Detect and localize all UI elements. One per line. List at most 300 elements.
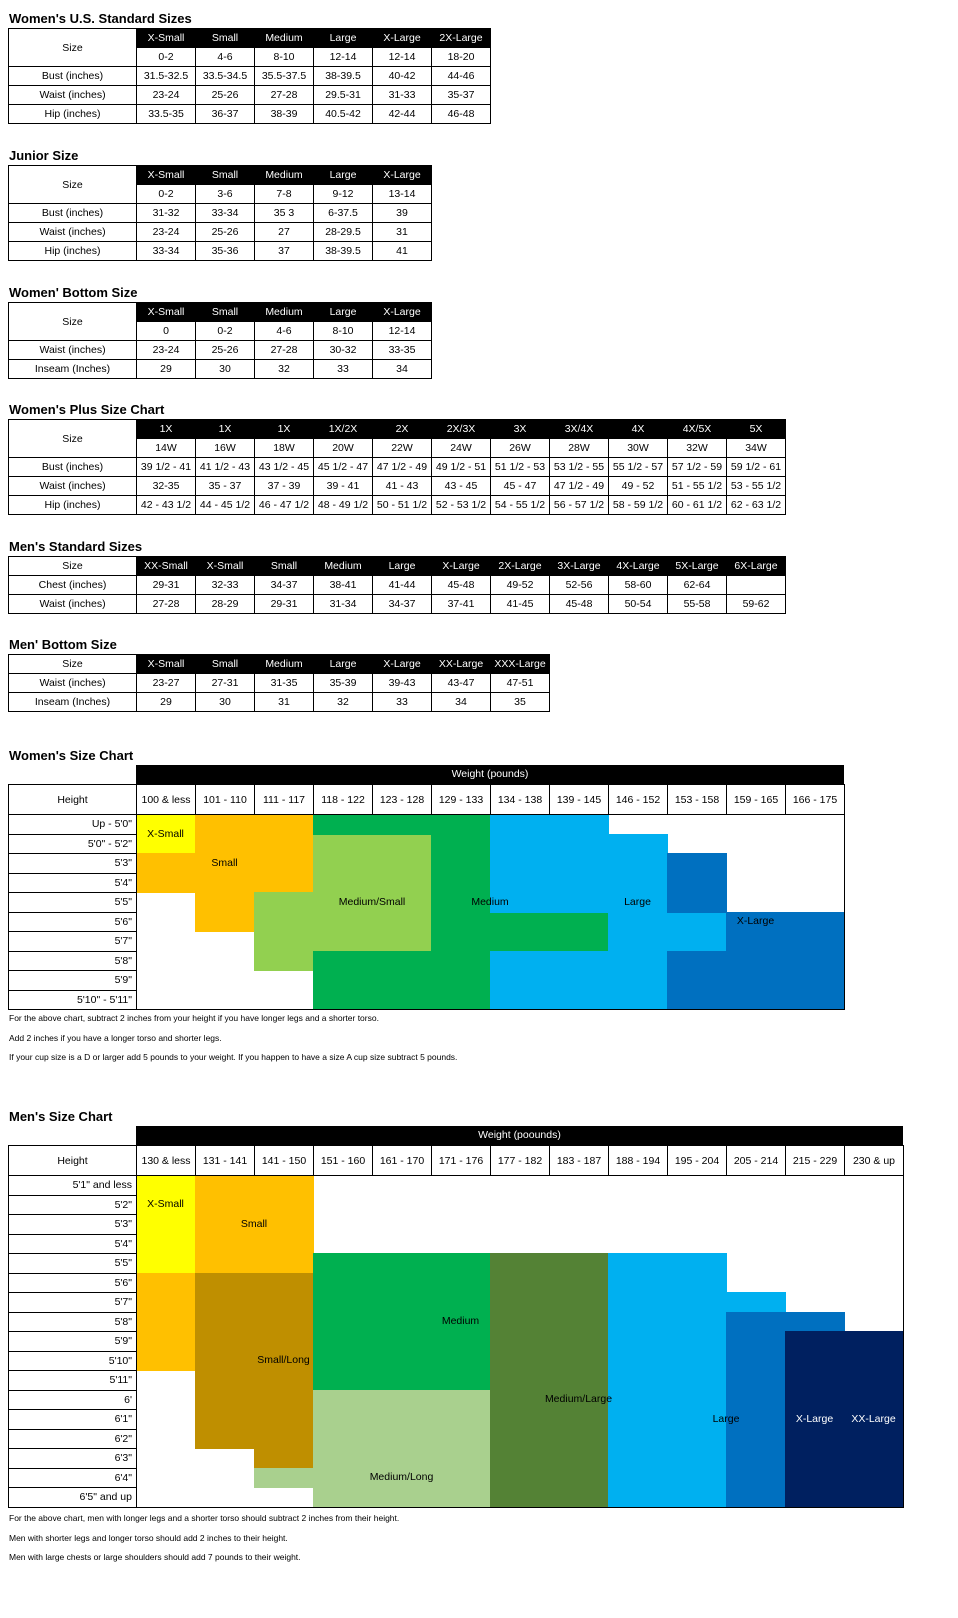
height-row-label: 5'8" [8,951,137,972]
height-header: Height [8,784,137,815]
size-number-header: 34W [727,439,786,458]
size-name-header: Large [314,655,373,674]
size-number-header: 0-2 [196,322,255,341]
weight-column-header: 139 - 145 [549,784,609,815]
size-header-row [9,655,550,674]
measure-value: 35 - 37 [196,477,255,496]
measure-value: 32-33 [196,576,255,595]
size-header-row [9,166,432,185]
weight-column-header: 129 - 133 [431,784,491,815]
height-row-label: 5'3" [8,1214,137,1235]
weight-column-header: 177 - 182 [490,1145,550,1176]
measure-value: 39 - 41 [314,477,373,496]
weight-column-header: 159 - 165 [726,784,786,815]
size-number-header: 12-14 [373,322,432,341]
measure-value: 45 1/2 - 47 [314,458,373,477]
weight-column-header: 171 - 176 [431,1145,491,1176]
size-region-large [608,834,668,952]
measure-value: 30 [196,360,255,379]
height-row-label: 6'2" [8,1429,137,1450]
measure-value: 30 [196,693,255,712]
size-number-header: 18-20 [432,48,491,67]
measure-row [9,242,432,261]
men-chart-notes [9,1509,399,1568]
size-name-header: XX-Large [432,655,491,674]
height-row-label: 5'10" [8,1351,137,1372]
height-row-label: 5'4" [8,873,137,894]
measure-value: 42-44 [373,105,432,124]
size-number-header: 14W [137,439,196,458]
size-region-large [667,912,727,952]
size-name-header: X-Small [137,166,196,185]
size-number-header: 32W [668,439,727,458]
weight-column-header: 183 - 187 [549,1145,609,1176]
measure-value: 38-41 [314,576,373,595]
size-number-header: 28W [550,439,609,458]
height-row-label: 5'9" [8,1331,137,1352]
size-name-header: 1X [196,420,255,439]
measure-value: 31-34 [314,595,373,614]
men-bottom-size-table [8,654,550,712]
women-plus-size-table [8,419,786,515]
weight-column-header: 153 - 158 [667,784,727,815]
size-corner-label: Size [9,557,137,576]
size-region-label: Medium/Small [338,895,406,908]
measure-value: 59-62 [727,595,786,614]
measure-label: Waist (inches) [9,223,137,242]
measure-value: 27-28 [255,86,314,105]
measure-value: 23-24 [137,223,196,242]
size-number-header: 18W [255,439,314,458]
size-name-header: Large [314,29,373,48]
measure-value: 38-39 [255,105,314,124]
size-region-medsmall [313,814,432,952]
size-name-header: 3X/4X [550,420,609,439]
weight-column-header: 111 - 117 [254,784,314,815]
size-region-xlarge [667,951,727,1011]
measure-value: 31 [255,693,314,712]
height-row-label: 6'4" [8,1468,137,1489]
measure-value: 25-26 [196,86,255,105]
measure-row [9,458,786,477]
measure-value: 55 1/2 - 57 [609,458,668,477]
measure-label: Inseam (Inches) [9,693,137,712]
measure-value: 27-31 [196,674,255,693]
measure-value: 52 - 53 1/2 [432,496,491,515]
measure-value: 41-45 [491,595,550,614]
weight-column-header: 166 - 175 [785,784,845,815]
size-region-xlarge [667,853,727,913]
weight-column-header: 123 - 128 [372,784,432,815]
height-row-label: 6'1" [8,1409,137,1430]
measure-value: 31 [373,223,432,242]
height-row-label: 5'9" [8,970,137,991]
measure-value: 23-24 [137,341,196,360]
size-region-label: Small [211,856,238,869]
size-name-header: XX-Small [137,557,196,576]
measure-value: 46-48 [432,105,491,124]
measure-value: 29.5-31 [314,86,373,105]
size-name-header: Small [196,166,255,185]
size-number-header: 20W [314,439,373,458]
junior-title: Junior Size [9,148,79,163]
measure-value: 37 - 39 [255,477,314,496]
weight-header: Weight (pounds) [136,765,844,784]
measure-value: 29 [137,693,196,712]
height-row-label: 5'8" [8,1312,137,1333]
weight-column-header: 141 - 150 [254,1145,314,1176]
size-name-header: Medium [255,655,314,674]
men-size-chart [8,1126,903,1507]
men-chart-title: Men's Size Chart [9,1109,113,1124]
size-region-medlong [254,1468,314,1489]
measure-value: 27-28 [137,595,196,614]
size-region-label: Small/Long [257,1354,310,1367]
measure-row [9,674,550,693]
measure-value: 31.5-32.5 [137,67,196,86]
size-number-header: 24W [432,439,491,458]
measure-value: 35 [491,693,550,712]
measure-value: 49-52 [491,576,550,595]
measure-value: 29-31 [137,576,196,595]
women-bottom-size-table [8,302,432,379]
measure-value: 28-29 [196,595,255,614]
size-name-header: Small [255,557,314,576]
measure-value: 48 - 49 1/2 [314,496,373,515]
measure-value: 34 [432,693,491,712]
size-name-header: 1X/2X [314,420,373,439]
size-region-label: Large [712,1412,740,1425]
measure-label: Inseam (Inches) [9,360,137,379]
size-name-header: 4X/5X [668,420,727,439]
height-row-label: 6'5" and up [8,1487,137,1508]
measure-row [9,67,491,86]
measure-value: 34-37 [255,576,314,595]
measure-value: 62-64 [668,576,727,595]
size-name-header: Small [196,303,255,322]
measure-value: 31-32 [137,204,196,223]
height-row-label: 6' [8,1390,137,1411]
size-name-header: X-Large [432,557,491,576]
measure-value: 36-37 [196,105,255,124]
size-region-medium [549,912,609,952]
size-name-header: 1X [255,420,314,439]
chart-note: Add 2 inches if you have a longer torso and shorter legs. [9,1032,222,1043]
size-number-header: 0-2 [137,48,196,67]
junior-size-table [8,165,432,261]
measure-value: 30-32 [314,341,373,360]
size-name-header: Medium [255,29,314,48]
measure-value: 34-37 [373,595,432,614]
height-row-label: 5'5" [8,1253,137,1274]
women-bottom-title: Women' Bottom Size [9,285,138,300]
size-number-header: 22W [373,439,432,458]
measure-value: 28-29.5 [314,223,373,242]
measure-value: 37 [255,242,314,261]
measure-row [9,576,786,595]
measure-value: 33-34 [196,204,255,223]
measure-value: 39-43 [373,674,432,693]
measure-value: 40-42 [373,67,432,86]
size-region-medlarge [490,1253,609,1508]
measure-value: 52-56 [550,576,609,595]
measure-row [9,477,786,496]
weight-column-header: 130 & less [136,1145,196,1176]
size-name-header: 3X-Large [550,557,609,576]
measure-row [9,223,432,242]
measure-label: Hip (inches) [9,105,137,124]
size-number-header: 12-14 [373,48,432,67]
measure-value: 49 1/2 - 51 [432,458,491,477]
measure-row [9,86,491,105]
size-header-row [9,420,786,439]
size-name-header: 3X [491,420,550,439]
size-name-header: X-Large [373,303,432,322]
size-name-header: Medium [255,303,314,322]
chart-note: If your cup size is a D or larger add 5 pounds to your weight. If you happen to have a size A cup size subtract 5 pounds. [9,1052,458,1062]
size-name-header: 1X [137,420,196,439]
measure-value: 45 - 47 [491,477,550,496]
weight-column-header: 151 - 160 [313,1145,373,1176]
size-number-header: 7-8 [255,185,314,204]
measure-value [727,576,786,595]
size-name-header: X-Large [373,29,432,48]
measure-value: 51 - 55 1/2 [668,477,727,496]
measure-value: 43 - 45 [432,477,491,496]
weight-header: Weight (poounds) [136,1126,903,1145]
measure-row [9,693,550,712]
men-bottom-title: Men' Bottom Size [9,637,117,652]
measure-value: 31-35 [255,674,314,693]
size-number-header: 4-6 [196,48,255,67]
men-std-title: Men's Standard Sizes [9,539,143,554]
size-name-header: X-Small [137,303,196,322]
measure-value: 47 1/2 - 49 [550,477,609,496]
women-us-size-table [8,28,491,124]
size-name-header: 6X-Large [727,557,786,576]
size-number-header: 8-10 [255,48,314,67]
measure-value: 41 1/2 - 43 [196,458,255,477]
size-corner-label: Size [9,29,137,67]
size-number-header: 16W [196,439,255,458]
size-number-header: 3-6 [196,185,255,204]
measure-label: Bust (inches) [9,204,137,223]
height-row-label: 6'3" [8,1448,137,1469]
weight-column-header: 205 - 214 [726,1145,786,1176]
size-number-header: 0-2 [137,185,196,204]
weight-column-header: 134 - 138 [490,784,550,815]
size-corner-label: Size [9,420,137,458]
chart-note: Men with large chests or large shoulders should add 7 pounds to their weight. [9,1552,301,1562]
measure-value: 32 [255,360,314,379]
measure-value: 60 - 61 1/2 [668,496,727,515]
size-name-header: XXX-Large [491,655,550,674]
size-region-small [195,814,314,854]
measure-value: 40.5-42 [314,105,373,124]
measure-value: 46 - 47 1/2 [255,496,314,515]
measure-value: 37-41 [432,595,491,614]
measure-value: 31-33 [373,86,432,105]
measure-value: 33.5-34.5 [196,67,255,86]
size-number-header: 13-14 [373,185,432,204]
size-name-header: X-Large [373,655,432,674]
height-row-label: 5'6" [8,1273,137,1294]
women-chart-title: Women's Size Chart [9,748,134,763]
size-name-header: Medium [314,557,373,576]
measure-value: 32-35 [137,477,196,496]
measure-value: 58-60 [609,576,668,595]
size-header-row [9,303,432,322]
size-name-header: Large [314,166,373,185]
height-row-label: 5'6" [8,912,137,933]
size-name-header: 5X [727,420,786,439]
measure-row [9,496,786,515]
weight-column-header: 131 - 141 [195,1145,255,1176]
size-region-label: Large [624,895,651,908]
measure-value: 33.5-35 [137,105,196,124]
size-name-header: 2X [373,420,432,439]
measure-value: 39 1/2 - 41 [137,458,196,477]
weight-column-header: 188 - 194 [608,1145,668,1176]
measure-value: 27-28 [255,341,314,360]
measure-label: Waist (inches) [9,341,137,360]
height-row-label: 5'11" [8,1370,137,1391]
men-standard-size-table [8,556,786,614]
size-number-header: 26W [491,439,550,458]
measure-row [9,204,432,223]
size-number-header: 12-14 [314,48,373,67]
measure-value: 33 [373,693,432,712]
size-number-header: 8-10 [314,322,373,341]
measure-value: 47-51 [491,674,550,693]
size-region-large [490,951,668,1011]
measure-value: 41-44 [373,576,432,595]
height-row-label: 5'7" [8,931,137,952]
size-region-small [136,1273,196,1372]
size-corner-label: Size [9,166,137,204]
measure-value: 44-46 [432,67,491,86]
size-region-label: X-Large [795,1412,834,1425]
measure-value: 58 - 59 1/2 [609,496,668,515]
height-row-label: Up - 5'0" [8,814,137,835]
size-region-label: Medium [441,1315,480,1328]
measure-value: 41 [373,242,432,261]
measure-value: 35.5-37.5 [255,67,314,86]
size-number-header: 9-12 [314,185,373,204]
measure-value: 56 - 57 1/2 [550,496,609,515]
measure-value: 29 [137,360,196,379]
size-name-header: 2X-Large [491,557,550,576]
size-name-header: X-Small [196,557,255,576]
measure-row [9,341,432,360]
size-name-header: Medium [255,166,314,185]
weight-column-header: 118 - 122 [313,784,373,815]
women-plus-title: Women's Plus Size Chart [9,402,165,417]
measure-label: Waist (inches) [9,674,137,693]
measure-value: 50-54 [609,595,668,614]
size-name-header: X-Small [137,29,196,48]
measure-label: Waist (inches) [9,86,137,105]
measure-label: Hip (inches) [9,242,137,261]
measure-value: 35 3 [255,204,314,223]
measure-value: 35-37 [432,86,491,105]
measure-value: 35-39 [314,674,373,693]
size-number-header: 4-6 [255,322,314,341]
height-row-label: 5'3" [8,853,137,874]
size-name-header: 2X-Large [432,29,491,48]
measure-label: Chest (inches) [9,576,137,595]
size-name-header: 4X [609,420,668,439]
size-number-header: 0 [137,322,196,341]
size-corner-label: Size [9,655,137,674]
measure-value: 29-31 [255,595,314,614]
height-row-label: 5'0" - 5'2" [8,834,137,855]
size-name-header: X-Large [373,166,432,185]
size-name-header: Small [196,655,255,674]
size-name-header: 4X-Large [609,557,668,576]
measure-value: 53 1/2 - 55 [550,458,609,477]
measure-value: 57 1/2 - 59 [668,458,727,477]
measure-label: Waist (inches) [9,595,137,614]
measure-value: 39 [373,204,432,223]
weight-column-header: 161 - 170 [372,1145,432,1176]
height-row-label: 5'1" and less [8,1175,137,1196]
measure-value: 55-58 [668,595,727,614]
size-region-medium [313,951,491,1011]
measure-value: 45-48 [550,595,609,614]
measure-label: Hip (inches) [9,496,137,515]
measure-value: 32 [314,693,373,712]
measure-label: Waist (inches) [9,477,137,496]
weight-column-header: 195 - 204 [667,1145,727,1176]
women-chart-notes [9,1009,457,1068]
measure-value: 25-26 [196,341,255,360]
measure-value: 25-26 [196,223,255,242]
size-header-row [9,557,786,576]
size-region-label: X-Small [147,827,184,840]
size-region-small [195,892,255,932]
size-name-header: Large [373,557,432,576]
measure-row [9,360,432,379]
measure-value: 33-34 [137,242,196,261]
size-region-label: XX-Large [851,1412,896,1425]
measure-value: 23-24 [137,86,196,105]
measure-value: 35-36 [196,242,255,261]
measure-value: 27 [255,223,314,242]
measure-value: 33-35 [373,341,432,360]
women-size-chart [8,765,844,1009]
measure-value: 54 - 55 1/2 [491,496,550,515]
chart-note: For the above chart, subtract 2 inches from your height if you have longer legs and a shorter torso. [9,1013,379,1023]
size-corner-label: Size [9,303,137,341]
measure-value: 49 - 52 [609,477,668,496]
measure-value: 33 [314,360,373,379]
size-number-header: 30W [609,439,668,458]
size-name-header: 5X-Large [668,557,727,576]
height-header: Height [8,1145,137,1176]
chart-note: Men with shorter legs and longer torso should add 2 inches to their height. [9,1532,288,1543]
size-region-label: Medium/Long [369,1471,434,1484]
measure-value: 34 [373,360,432,379]
measure-value: 51 1/2 - 53 [491,458,550,477]
measure-value: 41 - 43 [373,477,432,496]
size-region-large [608,1253,727,1508]
measure-label: Bust (inches) [9,458,137,477]
measure-value: 62 - 63 1/2 [727,496,786,515]
size-region-label: Medium [471,895,509,908]
weight-column-header: 230 & up [844,1145,904,1176]
measure-value: 6-37.5 [314,204,373,223]
